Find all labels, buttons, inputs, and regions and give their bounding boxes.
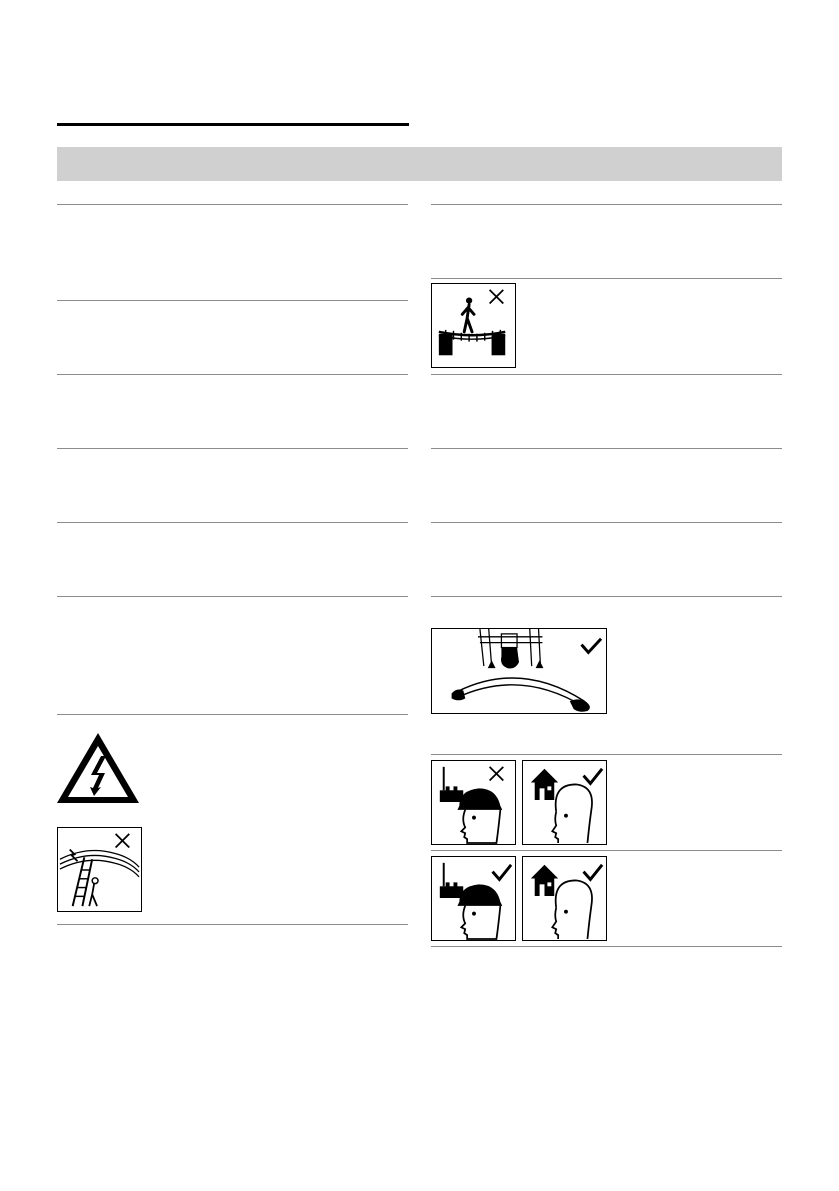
divider <box>431 596 782 597</box>
divider <box>57 448 408 449</box>
divider <box>431 754 782 755</box>
top-heading-rule <box>57 123 409 126</box>
divider <box>57 714 408 715</box>
divider <box>57 924 408 925</box>
person-walking-on-ladder-bridge-prohibited-icon <box>431 283 516 368</box>
high-voltage-warning-icon <box>54 730 142 806</box>
divider <box>431 374 782 375</box>
divider <box>57 374 408 375</box>
worksite-helmet-prohibited-icon <box>431 760 516 845</box>
divider <box>431 946 782 947</box>
worksite-helmet-correct-icon <box>431 856 516 941</box>
ladder-near-power-lines-prohibited-icon <box>57 827 142 912</box>
divider <box>431 448 782 449</box>
home-use-no-helmet-correct-icon <box>522 856 607 941</box>
section-header-bar <box>57 147 782 181</box>
divider <box>57 596 408 597</box>
ladder-stabilizer-bar-fitting-correct-icon <box>431 628 607 714</box>
divider <box>431 522 782 523</box>
divider <box>431 278 782 279</box>
divider <box>57 204 408 205</box>
divider <box>431 204 782 205</box>
divider <box>57 300 408 301</box>
divider <box>431 850 782 851</box>
divider <box>57 522 408 523</box>
home-use-no-helmet-correct-icon <box>522 760 607 845</box>
